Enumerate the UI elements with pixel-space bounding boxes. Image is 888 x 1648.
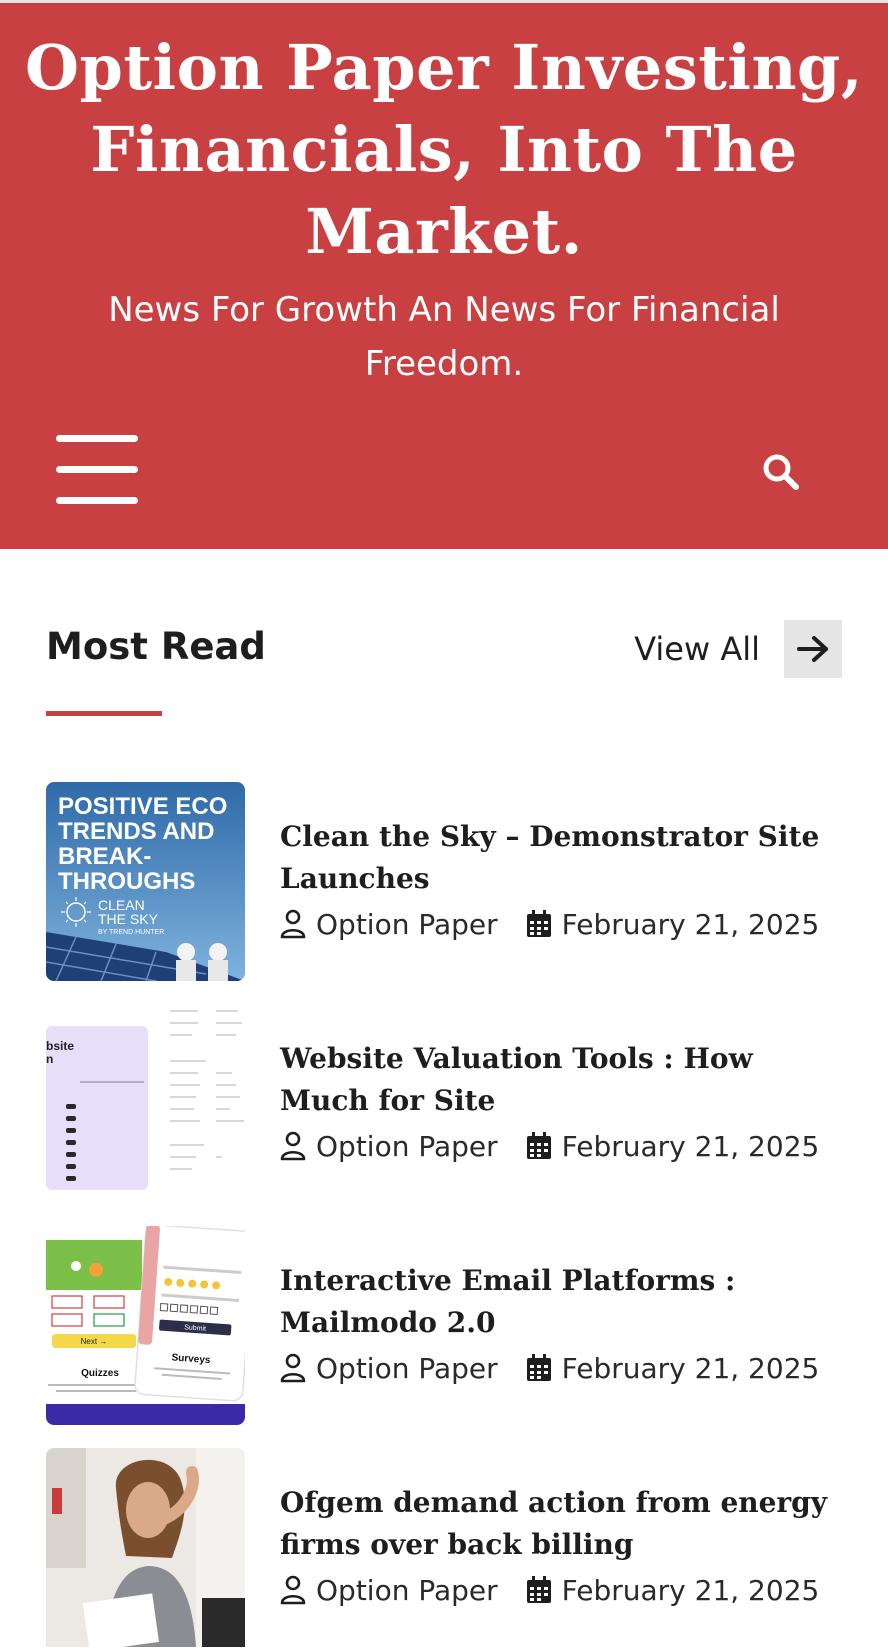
- view-all-link[interactable]: [634, 620, 842, 678]
- date-meta[interactable]: [526, 1352, 820, 1385]
- author-meta[interactable]: [280, 908, 498, 941]
- site-title[interactable]: Option Paper Investing, Financials, Into The Market.: [25, 31, 863, 268]
- article-meta: [280, 904, 819, 944]
- article-author[interactable]: Option Paper: [316, 907, 498, 941]
- calendar-icon: [526, 1354, 552, 1382]
- site-tagline: News For Growth An News For Financial Freedom.: [108, 290, 780, 384]
- thumb-label: Quizzes: [81, 1368, 119, 1379]
- thumb-text-line: THROUGHS: [58, 868, 196, 895]
- thumb-label: Surveys: [171, 1352, 211, 1367]
- author-meta[interactable]: [280, 1574, 498, 1607]
- user-icon: [280, 1575, 306, 1605]
- thumb-brand: CLEAN: [98, 897, 145, 913]
- section-header: [46, 618, 842, 678]
- author-meta[interactable]: [280, 1352, 498, 1385]
- calendar-icon: [526, 1132, 552, 1160]
- section-underline: [46, 711, 162, 716]
- article-thumbnail[interactable]: [46, 782, 245, 981]
- thumb-submit: Submit: [184, 1324, 207, 1333]
- article-author[interactable]: Option Paper: [316, 1573, 498, 1607]
- article-title[interactable]: Interactive Email Platforms : Mailmodo 2.0: [280, 1264, 736, 1339]
- article-item: [46, 1004, 842, 1204]
- article-date[interactable]: February 21, 2025: [561, 1129, 820, 1163]
- article-title[interactable]: Ofgem demand action from energy firms over back billing: [280, 1486, 828, 1561]
- thumb-text-line: bsite: [46, 1039, 75, 1053]
- user-icon: [280, 1131, 306, 1161]
- thumb-text-line: POSITIVE ECO: [58, 793, 228, 820]
- article-item: [46, 1448, 842, 1648]
- article-title[interactable]: Clean the Sky – Demonstrator Site Launches: [280, 820, 820, 895]
- date-meta[interactable]: [526, 908, 820, 941]
- date-meta[interactable]: [526, 1130, 820, 1163]
- user-icon: [280, 1353, 306, 1383]
- article-meta: [280, 1126, 819, 1166]
- article-date[interactable]: February 21, 2025: [561, 1573, 820, 1607]
- thumb-brand: THE SKY: [98, 911, 158, 927]
- thumb-text-line: n: [46, 1052, 54, 1066]
- article-thumbnail[interactable]: [46, 1448, 245, 1647]
- article-thumbnail[interactable]: [46, 1226, 245, 1425]
- arrow-right-icon[interactable]: [784, 620, 842, 678]
- hamburger-menu-icon[interactable]: [56, 433, 138, 505]
- search-icon[interactable]: [760, 451, 802, 493]
- user-icon: [280, 909, 306, 939]
- article-meta: [280, 1570, 819, 1610]
- site-header: [0, 3, 888, 549]
- article-date[interactable]: February 21, 2025: [561, 1351, 820, 1385]
- article-meta: [280, 1348, 819, 1388]
- thumb-text-line: TRENDS AND: [58, 818, 215, 845]
- view-all-label[interactable]: View All: [634, 630, 760, 668]
- article-date[interactable]: February 21, 2025: [561, 907, 820, 941]
- article-thumbnail[interactable]: [46, 1004, 245, 1203]
- thumb-text-line: BREAK-: [58, 843, 152, 870]
- article-item: [46, 782, 842, 982]
- calendar-icon: [526, 910, 552, 938]
- section-title: Most Read: [46, 625, 266, 668]
- date-meta[interactable]: [526, 1574, 820, 1607]
- article-title[interactable]: Website Valuation Tools : How Much for Site: [280, 1042, 753, 1117]
- article-author[interactable]: Option Paper: [316, 1351, 498, 1385]
- thumb-credit: BY TREND HUNTER: [98, 929, 165, 936]
- article-item: [46, 1226, 842, 1426]
- author-meta[interactable]: [280, 1130, 498, 1163]
- article-author[interactable]: Option Paper: [316, 1129, 498, 1163]
- thumb-next: Next →: [80, 1337, 108, 1346]
